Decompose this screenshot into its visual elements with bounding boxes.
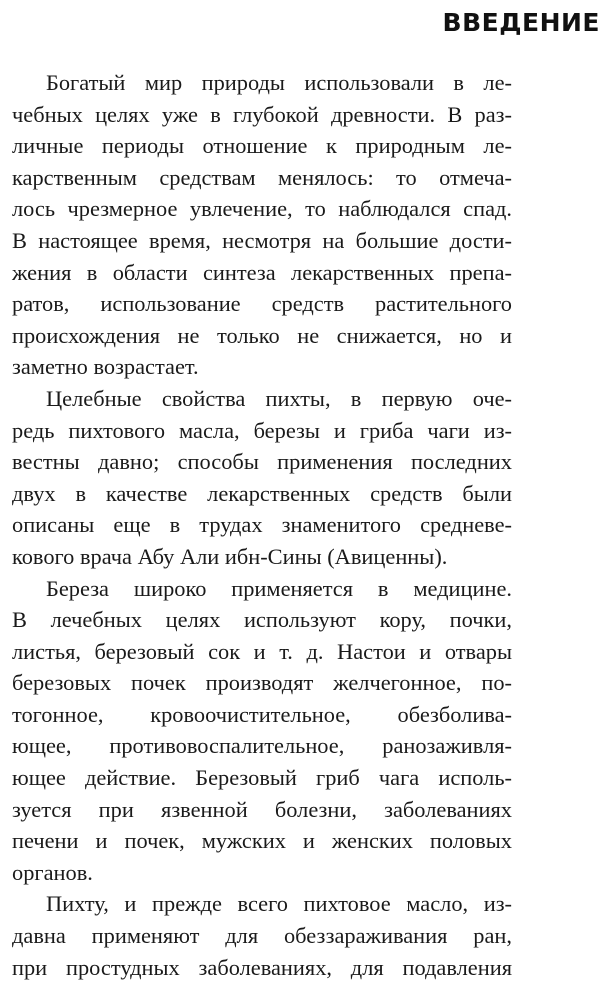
text-line: Береза широко применяется в медицине.	[46, 575, 512, 601]
text-line: описаны еще в трудах знаменитого средневе-	[12, 512, 512, 538]
text-line: личные периоды отношение к природным ле-	[12, 133, 512, 159]
text-line: заметно возрастает.	[12, 354, 199, 380]
chapter-title: ВВЕДЕНИЕ	[442, 8, 600, 37]
text-line: В настоящее время, несмотря на большие дости-	[12, 227, 512, 253]
text-line: карственным средствам менялось: то отмеча-	[12, 164, 512, 190]
text-line: Целебные свойства пихты, в первую оче-	[46, 385, 512, 411]
paragraph-1	[12, 67, 512, 383]
text-line: вестны давно; способы применения последних	[12, 449, 512, 475]
text-line: листья, березовый сок и т. д. Настои и отвары	[12, 638, 512, 664]
paragraph-4	[12, 888, 512, 983]
text-line: давна применяют для обеззараживания ран,	[12, 923, 512, 949]
text-line: Богатый мир природы использовали в ле-	[46, 70, 512, 95]
text-line: ющее, противовоспалительное, ранозаживля-	[12, 733, 512, 759]
paragraph-3	[12, 573, 512, 889]
paragraph-2	[12, 383, 512, 573]
text-line: редь пихтового масла, березы и гриба чаги из-	[12, 417, 512, 443]
text-line: двух в качестве лекарственных средств были	[12, 480, 512, 506]
text-line: зуется при язвенной болезни, заболеваниях	[12, 796, 512, 822]
text-line: при простудных заболеваниях, для подавления	[12, 954, 512, 980]
text-line: лось чрезмерное увлечение, то наблюдался спад.	[12, 196, 512, 222]
text-line: тогонное, кровоочистительное, обезболива-	[12, 701, 512, 727]
text-line: ратов, использование средств растительного	[12, 291, 512, 317]
text-line: жения в области синтеза лекарственных препа-	[12, 259, 512, 285]
text-line: происхождения не только не снижается, но и	[12, 322, 512, 348]
body-text	[12, 67, 512, 983]
text-line: кового врача Абу Али ибн-Сины (Авиценны).	[12, 543, 448, 569]
text-line: органов.	[12, 859, 93, 885]
text-line: березовых почек производят желчегонное, по-	[12, 670, 512, 696]
text-line: В лечебных целях используют кору, почки,	[12, 607, 512, 633]
text-line: ющее действие. Березовый гриб чага исполь-	[12, 765, 512, 791]
text-line: чебных целях уже в глубокой древности. В раз-	[12, 101, 512, 127]
text-line: Пихту, и прежде всего пихтовое масло, из-	[46, 891, 512, 917]
text-line: печени и почек, мужских и женских половых	[12, 828, 512, 854]
